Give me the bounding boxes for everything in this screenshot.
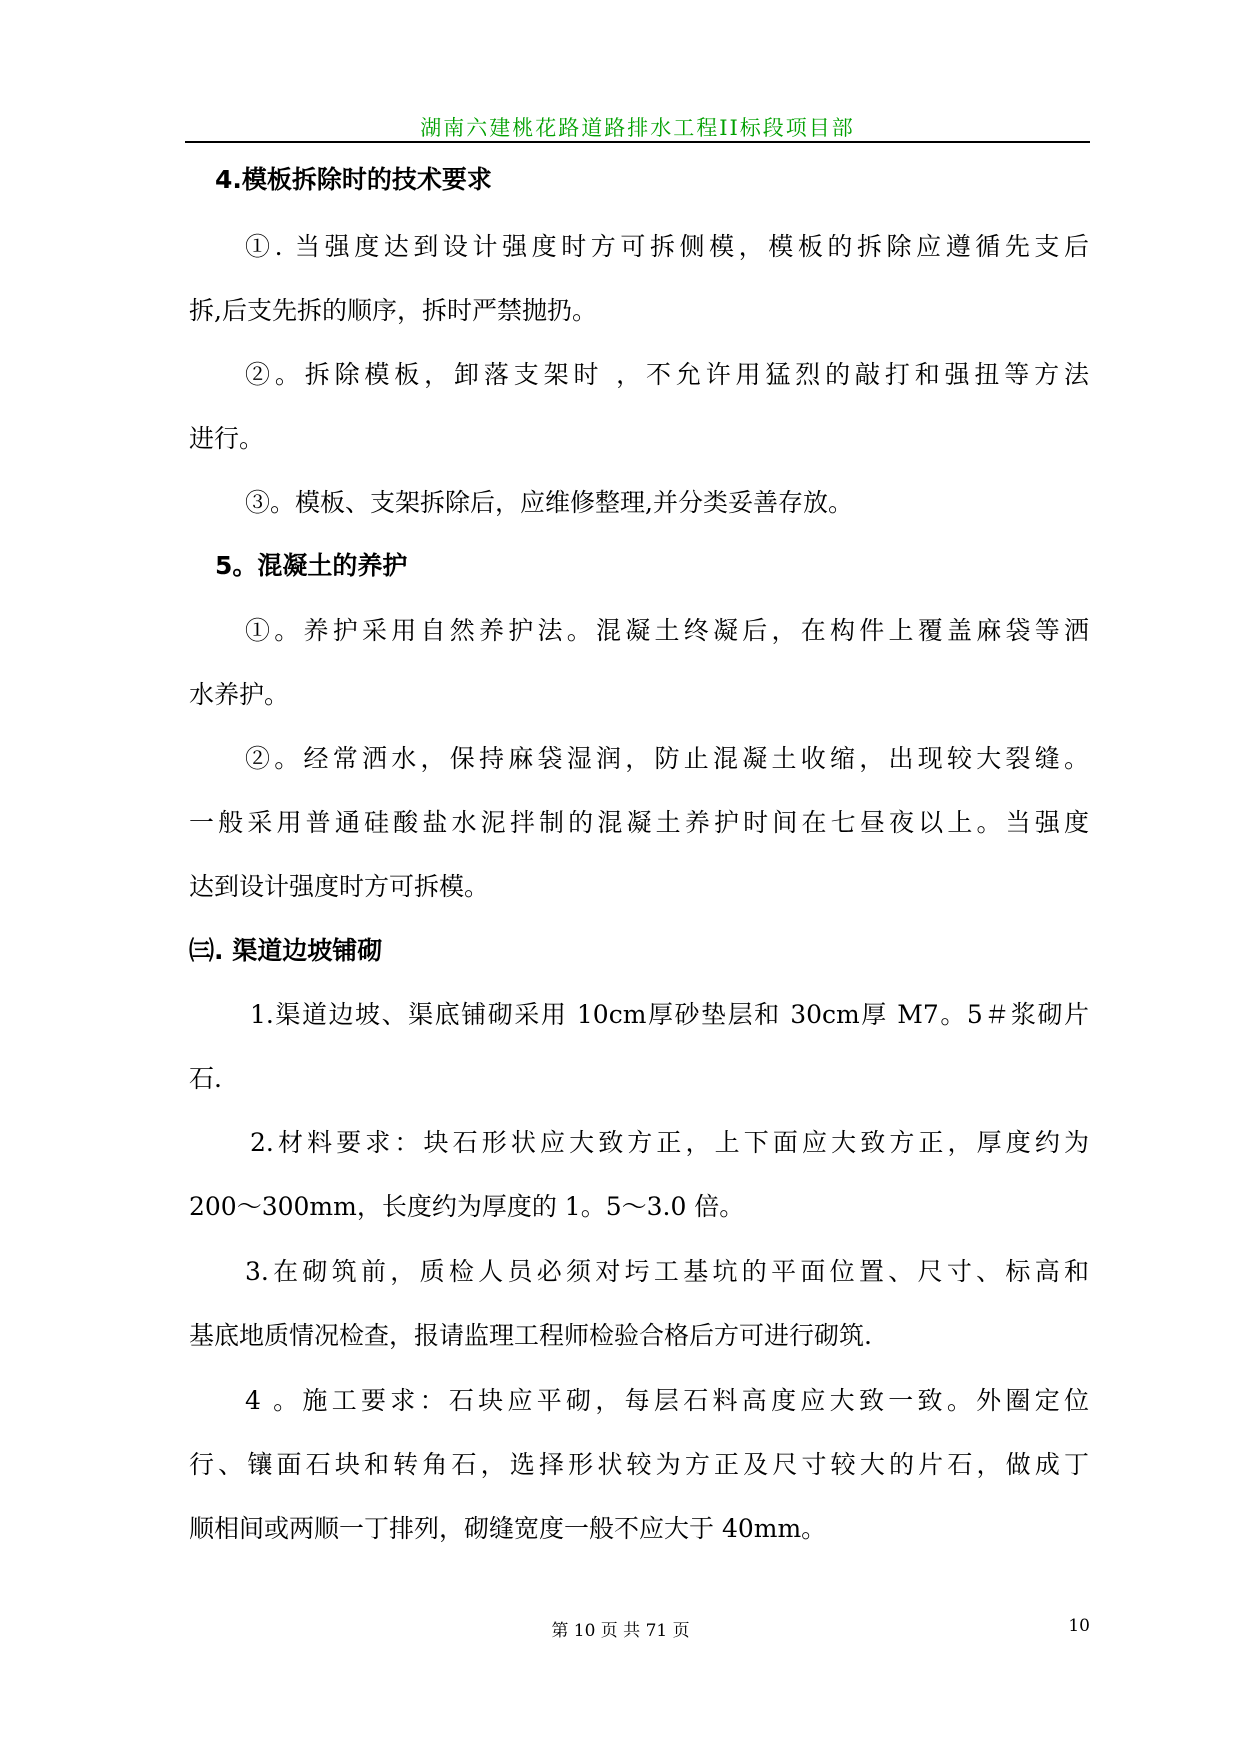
section-3-heading: ㈢. 渠道边坡铺砌: [189, 936, 383, 965]
paragraph-line: 3.在砌筑前，质检人员必须对圬工基坑的平面位置、尺寸、标高和: [245, 1257, 1089, 1286]
paragraph-line: 石.: [189, 1064, 222, 1093]
page-number: 10: [1068, 1616, 1090, 1636]
section-5-heading: 5。混凝土的养护: [215, 551, 408, 580]
paragraph-line: ③。模板、支架拆除后，应维修整理,并分类妥善存放。: [245, 488, 853, 517]
paragraph-line: 达到设计强度时方可拆模。: [189, 872, 490, 901]
paragraph-line: ②。拆除模板，卸落支架时 ，不允许用猛烈的敲打和强扭等方法: [245, 360, 1089, 389]
paragraph-line: 基底地质情况检查，报请监理工程师检验合格后方可进行砌筑.: [189, 1321, 872, 1350]
paragraph-line: 1.渠道边坡、渠底铺砌采用 10cm厚砂垫层和 30cm厚 M7。5＃浆砌片: [250, 1000, 1089, 1029]
paragraph-line: ①。养护采用自然养护法。混凝土终凝后，在构件上覆盖麻袋等洒: [245, 616, 1089, 645]
section-4-heading: 4.模板拆除时的技术要求: [215, 165, 492, 194]
header-title: 湖南六建桃花路道路排水工程II标段项目部: [420, 116, 855, 140]
paragraph-line: 一般采用普通硅酸盐水泥拌制的混凝土养护时间在七昼夜以上。当强度: [189, 808, 1089, 837]
paragraph-line: 拆,后支先拆的顺序，拆时严禁抛扔。: [189, 296, 597, 325]
header-divider: [185, 141, 1090, 143]
paragraph-line: 进行。: [189, 424, 265, 453]
paragraph-line: 水养护。: [189, 680, 290, 709]
paragraph-line: 顺相间或两顺一丁排列，砌缝宽度一般不应大于 40mm。: [189, 1514, 827, 1543]
paragraph-line: 行、镶面石块和转角石，选择形状较为方正及尺寸较大的片石，做成丁: [189, 1450, 1089, 1479]
paragraph-line: 4 。施工要求：石块应平砌，每层石料高度应大致一致。外圈定位: [245, 1386, 1089, 1415]
paragraph-line: ②。经常洒水，保持麻袋湿润，防止混凝土收缩，出现较大裂缝。: [245, 744, 1089, 773]
paragraph-line: ①. 当强度达到设计强度时方可拆侧模，模板的拆除应遵循先支后: [245, 232, 1089, 261]
page-indicator: 第 10 页 共 71 页: [551, 1621, 690, 1641]
paragraph-line: 200～300mm，长度约为厚度的 1。5～3.0 倍。: [189, 1192, 745, 1221]
paragraph-line: 2.材料要求：块石形状应大致方正，上下面应大致方正，厚度约为: [250, 1128, 1089, 1157]
